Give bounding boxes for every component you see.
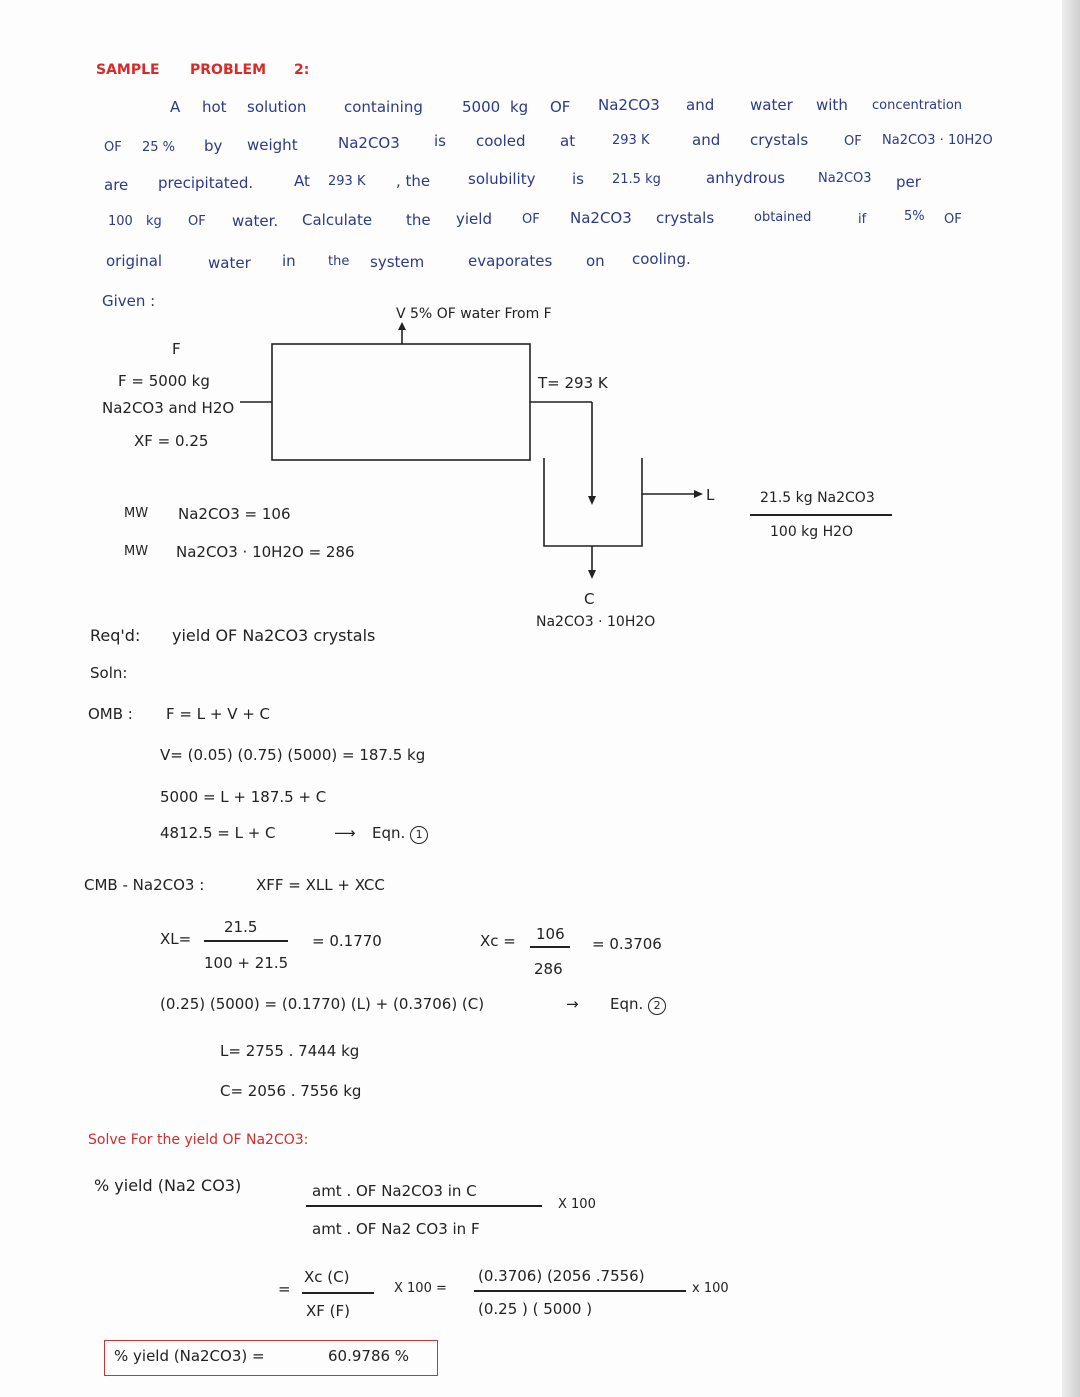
feed-fraction: XF = 0.25 — [134, 432, 209, 450]
word: per — [896, 173, 921, 191]
required-label: Req'd: — [90, 626, 141, 645]
word: solubility — [468, 170, 536, 188]
word: are — [104, 176, 129, 194]
yield-heading: Solve For the yield OF Na2CO3: — [88, 1132, 309, 1148]
eqn2-tag: Eqn. 2 — [610, 995, 666, 1015]
xc-fraction-bar — [530, 946, 570, 948]
cmb-label: CMB - Na2CO3 : — [84, 876, 205, 894]
word: Na2CO3 — [570, 209, 632, 227]
final-answer-value: 60.9786 % — [328, 1347, 410, 1365]
mw1-value: Na2CO3 = 106 — [178, 505, 291, 523]
omb-eq1: F = L + V + C — [166, 705, 271, 723]
crystal-letter: C — [584, 590, 595, 608]
evaporator-box — [272, 344, 530, 460]
word: anhydrous — [706, 169, 785, 187]
xl-value: = 0.1770 — [312, 932, 382, 950]
word: the — [328, 254, 350, 269]
feed-letter: F — [172, 340, 181, 358]
solubility-numerator: 21.5 kg Na2CO3 — [760, 490, 875, 506]
word: 293 K — [612, 133, 650, 148]
xc-denominator: 286 — [534, 960, 563, 978]
liquor-letter: L — [706, 486, 715, 504]
yield-numerator-3: (0.3706) (2056 .7556) — [478, 1267, 645, 1285]
crystal-name: Na2CO3 · 10H2O — [536, 614, 656, 630]
word: Na2CO3 — [338, 134, 400, 152]
word: original — [106, 252, 163, 270]
word: crystals — [750, 131, 809, 149]
word: Na2CO3 · 10H2O — [882, 133, 993, 148]
word: water — [750, 96, 793, 114]
word: hot — [202, 98, 227, 116]
word: OF — [188, 214, 206, 229]
xl-numerator: 21.5 — [224, 918, 258, 936]
equals-sign: = — [278, 1280, 291, 1298]
word: in — [282, 252, 296, 270]
yield-denominator: amt . OF Na2 CO3 in F — [312, 1220, 480, 1238]
omb-eq2: V= (0.05) (0.75) (5000) = 187.5 kg — [160, 746, 426, 764]
word: 25 % — [142, 140, 176, 155]
word: 293 K — [328, 174, 366, 189]
word: with — [816, 96, 848, 114]
yield-denominator-3: (0.25 ) ( 5000 ) — [478, 1300, 593, 1318]
xl-denominator: 100 + 21.5 — [204, 954, 289, 972]
word: concentration — [872, 98, 963, 113]
word: by — [204, 137, 223, 155]
solubility-denominator: 100 kg H2O — [770, 524, 854, 540]
word: system — [370, 253, 425, 271]
word: Calculate — [302, 211, 373, 229]
vapor-arrow-icon — [398, 322, 406, 330]
crystallizer-arrow-icon — [588, 496, 596, 505]
word: 21.5 kg — [612, 172, 661, 187]
solution-label: Soln: — [90, 664, 128, 682]
omb-label: OMB : — [88, 705, 133, 723]
mw2-label: MW — [124, 544, 149, 559]
xl-label: XL= — [160, 930, 192, 948]
word: water. — [232, 212, 279, 230]
mw2-value: Na2CO3 · 10H2O = 286 — [176, 543, 355, 561]
word: solution — [247, 98, 307, 116]
word: and — [686, 96, 715, 114]
arrow-icon: → — [566, 995, 579, 1013]
yield-fraction-bar-3 — [474, 1290, 686, 1292]
word: water — [208, 254, 251, 272]
given-label: Given : — [102, 292, 156, 310]
word: is — [434, 132, 446, 150]
xc-numerator: 106 — [536, 925, 565, 943]
word: 5% — [904, 209, 925, 224]
times-100-3: x 100 — [692, 1281, 729, 1296]
word: on — [586, 252, 605, 270]
feed-mass: F = 5000 kg — [118, 372, 210, 390]
vapor-label: V 5% OF water From F — [396, 306, 552, 322]
xc-value: = 0.3706 — [592, 935, 662, 953]
liquor-arrow-icon — [694, 490, 703, 498]
word: is — [572, 170, 584, 188]
word: cooling. — [632, 250, 691, 268]
word: and — [692, 131, 721, 149]
word: at — [560, 132, 576, 150]
word: the — [406, 211, 431, 229]
final-answer-label: % yield (Na2CO3) = — [114, 1347, 265, 1365]
word: weight — [247, 136, 298, 154]
sample-label: SAMPLE — [96, 62, 160, 78]
yield-numerator: amt . OF Na2CO3 in C — [312, 1182, 477, 1200]
word: kg — [146, 214, 162, 229]
word: , the — [396, 172, 431, 190]
omb-eq4: 4812.5 = L + C — [160, 824, 276, 842]
result-L: L= 2755 . 7444 kg — [220, 1042, 360, 1060]
word: Na2CO3 — [598, 96, 660, 114]
word: At — [294, 172, 310, 190]
xc-label: Xc = — [480, 932, 516, 950]
eqn1-tag: Eqn. 1 — [372, 824, 428, 844]
mw1-label: MW — [124, 506, 149, 521]
word: OF — [944, 212, 962, 227]
word: OF — [522, 212, 540, 227]
times-100-2: X 100 = — [394, 1281, 447, 1296]
yield-numerator-2: Xc (C) — [304, 1268, 350, 1286]
word: precipitated. — [158, 174, 254, 192]
xl-fraction-bar — [204, 940, 288, 942]
omb-eq3: 5000 = L + 187.5 + C — [160, 788, 327, 806]
solubility-fraction-bar — [750, 514, 892, 516]
word: obtained — [754, 210, 812, 225]
word: if — [858, 212, 867, 227]
yield-fraction-bar — [306, 1205, 542, 1207]
problem-number: 2: — [294, 62, 310, 78]
word: 5000 — [462, 98, 501, 116]
cmb-eq: XFF = XLL + XCC — [256, 876, 385, 894]
times-100-1: X 100 — [558, 1197, 596, 1212]
arrow-icon: ⟶ — [334, 824, 356, 842]
required-text: yield OF Na2CO3 crystals — [172, 626, 376, 645]
yield-denominator-2: XF (F) — [306, 1302, 351, 1320]
word: OF — [844, 134, 862, 149]
temperature-label: T= 293 K — [538, 374, 608, 392]
result-C: C= 2056 . 7556 kg — [220, 1082, 362, 1100]
yield-fraction-bar-2 — [302, 1292, 374, 1294]
word: A — [170, 98, 181, 116]
eqn2-number: 2 — [648, 997, 666, 1015]
cmb-eq2: (0.25) (5000) = (0.1770) (L) + (0.3706) (C) — [160, 995, 485, 1013]
crystal-arrow-icon — [588, 570, 596, 579]
word: containing — [344, 98, 423, 116]
feed-composition: Na2CO3 and H2O — [102, 399, 235, 417]
yield-lhs: % yield (Na2 CO3) — [94, 1176, 242, 1195]
word: crystals — [656, 209, 715, 227]
word: 100 — [108, 214, 133, 229]
eqn1-number: 1 — [410, 826, 428, 844]
problem-label: PROBLEM — [190, 62, 267, 78]
word: OF — [550, 98, 571, 116]
word: OF — [104, 140, 122, 155]
word: cooled — [476, 132, 526, 150]
word: yield — [456, 210, 492, 228]
word: evaporates — [468, 252, 553, 270]
word: kg — [510, 98, 529, 116]
word: Na2CO3 — [818, 171, 872, 186]
